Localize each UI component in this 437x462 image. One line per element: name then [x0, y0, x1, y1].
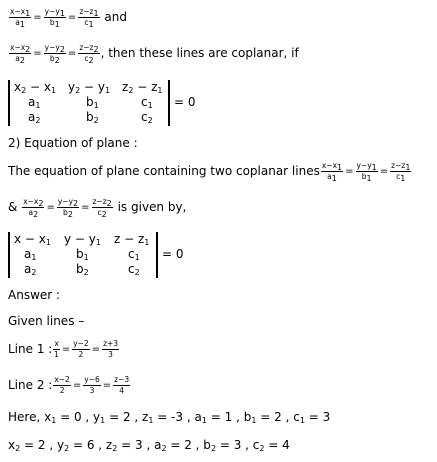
- det-equals-zero: = 0: [162, 247, 184, 261]
- fraction: $\frac{z-z_1}{c_1}$: [391, 161, 411, 183]
- fraction: $\frac{x-2}{2}$: [54, 375, 70, 395]
- coplanar-text: , then these lines are coplanar, if: [100, 46, 299, 60]
- det-cell: $x - x_1$: [14, 232, 51, 247]
- fraction: $\frac{x-x_2}{a_2}$: [10, 43, 31, 65]
- fraction: $\frac{z-z_1}{c_1}$: [79, 7, 99, 29]
- fraction: $\frac{z+3}{3}$: [103, 339, 119, 359]
- det-cell: $c_1$: [128, 247, 140, 262]
- and-text: and: [104, 10, 127, 24]
- values-line-1: Here, $x_1 = 0$ , $y_1 = 2$ , $z_1 = -3$ , $a_1 = 1$ , $b_1 = 2$ , $c_1 = 3$: [8, 410, 331, 425]
- det-cell: $b_2$: [86, 110, 99, 125]
- plane-text-line: The equation of plane containing two coplanar lines $\frac{x-x_1}{a_1}$ = $\frac{y-y_1}{b_1}$ = $\frac{z-z_1}{c_1}$: [8, 161, 411, 183]
- second-line-equation: & $\frac{x-x_2}{a_2}$ = $\frac{y-y_2}{b_2}$ = $\frac{z-z_2}{c_2}$ is given by,: [8, 197, 187, 219]
- det-cell: $b_2$: [76, 262, 89, 277]
- det-equals-zero: = 0: [174, 95, 196, 109]
- det-cell: $z - z_1$: [114, 232, 150, 247]
- answer-label: Answer :: [8, 288, 61, 302]
- fraction: $\frac{y-6}{3}$: [84, 375, 100, 395]
- determinant-bar-left: [8, 232, 10, 278]
- det-cell: $x_2 - x_1$: [14, 80, 57, 95]
- det-cell: $a_1$: [28, 95, 41, 110]
- determinant-bar-left: [8, 80, 10, 126]
- det-cell: $c_2$: [128, 262, 140, 277]
- fraction: $\frac{x-x_1}{a_1}$: [10, 7, 31, 29]
- plane-determinant: [8, 232, 188, 278]
- values-line-2: $x_2 = 2$ , $y_2 = 6$ , $z_2 = 3$ , $a_2 = 2$ , $b_2 = 3$ , $c_2 = 4$: [8, 438, 290, 453]
- fraction: $\frac{y-y_2}{b_2}$: [44, 43, 65, 65]
- fraction: $\frac{y-2}{2}$: [73, 339, 89, 359]
- det-cell: $c_2$: [141, 110, 153, 125]
- given-lines-label: Given lines –: [8, 314, 85, 328]
- given-line-1: Line 1 : $\frac{x}{1}$ = $\frac{y-2}{2}$ = $\frac{z+3}{3}$: [8, 339, 119, 359]
- coplanarity-determinant: [8, 80, 198, 126]
- det-cell: $a_2$: [24, 262, 37, 277]
- fraction: $\frac{y-y_2}{b_2}$: [57, 197, 79, 219]
- fraction: $\frac{z-3}{4}$: [114, 375, 130, 395]
- fraction: $\frac{z-z_2}{c_2}$: [92, 197, 112, 219]
- fraction: $\frac{y-y_1}{b_1}$: [44, 7, 65, 29]
- det-cell: $y - y_1$: [64, 232, 101, 247]
- section-heading: 2) Equation of plane :: [8, 136, 138, 150]
- fraction: $\frac{x-x_1}{a_1}$: [321, 161, 343, 183]
- fraction: $\frac{x}{1}$: [54, 339, 59, 359]
- determinant-bar-right: [156, 232, 158, 278]
- determinant-bar-right: [168, 80, 170, 126]
- det-cell: $a_1$: [24, 247, 37, 262]
- det-cell: $y_2 - y_1$: [68, 80, 111, 95]
- line2-equation: $\frac{x-x_2}{a_2}$ = $\frac{y-y_2}{b_2}$ = $\frac{z-z_2}{c_2}$ , then these lines are coplanar, if: [10, 43, 299, 65]
- given-line-2: Line 2 : $\frac{x-2}{2}$ = $\frac{y-6}{3}$ = $\frac{z-3}{4}$: [8, 375, 130, 395]
- line1-equation: $\frac{x-x_1}{a_1}$ = $\frac{y-y_1}{b_1}$ = $\frac{z-z_1}{c_1}$ and: [10, 7, 127, 29]
- det-cell: $b_1$: [86, 95, 99, 110]
- fraction: $\frac{x-x_2}{a_2}$: [23, 197, 44, 219]
- fraction: $\frac{z-z_2}{c_2}$: [79, 43, 99, 65]
- det-cell: $a_2$: [28, 110, 41, 125]
- det-cell: $z_2 - z_1$: [122, 80, 163, 95]
- fraction: $\frac{y-y_1}{b_1}$: [356, 161, 377, 183]
- det-cell: $b_1$: [76, 247, 89, 262]
- det-cell: $c_1$: [141, 95, 153, 110]
